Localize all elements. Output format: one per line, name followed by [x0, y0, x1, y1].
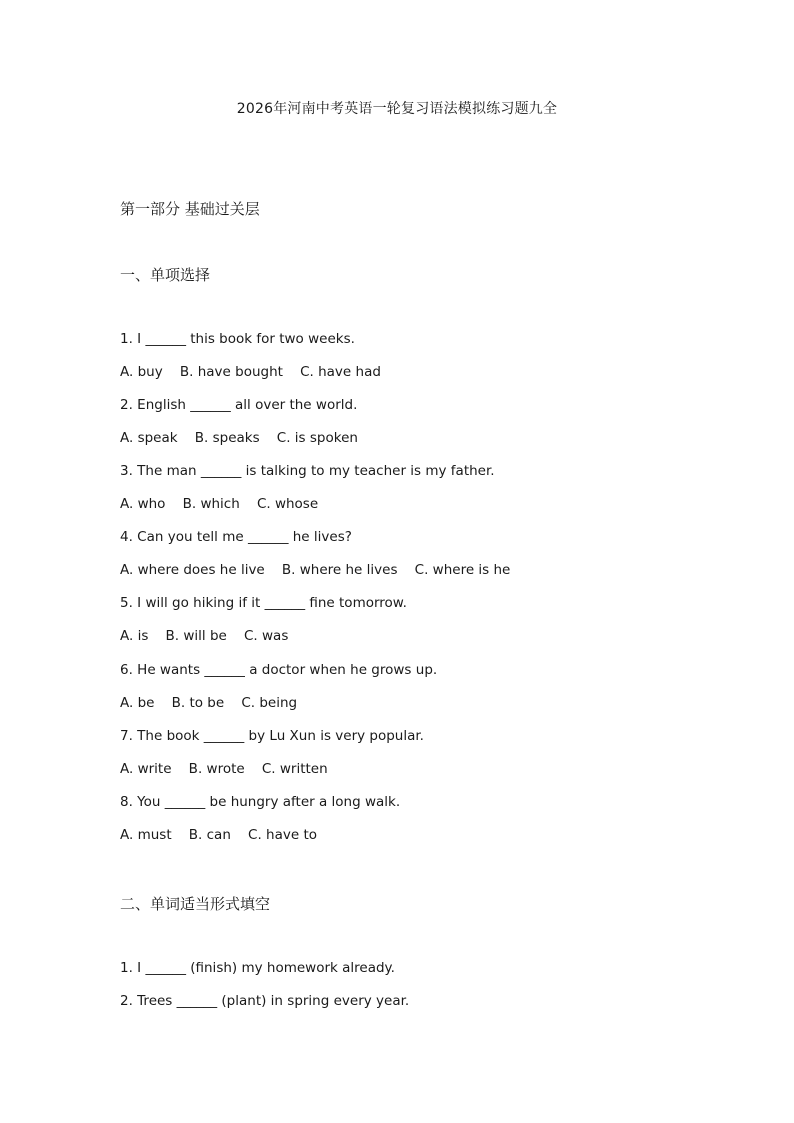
question-7: 7. The book ______ by Lu Xun is very popular.	[120, 728, 424, 744]
fill-item-1: 1. I ______ (finish) my homework already.	[120, 960, 395, 976]
question-8: 8. You ______ be hungry after a long walk.	[120, 794, 401, 810]
document-title: 2026年河南中考英语一轮复习语法模拟练习题九全	[236, 101, 558, 117]
options-7: A. write B. wrote C. written	[120, 761, 328, 777]
options-2: A. speak B. speaks C. is spoken	[120, 430, 358, 446]
options-6: A. be B. to be C. being	[120, 695, 298, 711]
question-2: 2. English ______ all over the world.	[120, 397, 358, 413]
options-3: A. who B. which C. whose	[120, 496, 319, 512]
part-heading: 第一部分 基础过关层	[120, 200, 260, 218]
question-5: 5. I will go hiking if it ______ fine tomorrow.	[120, 595, 407, 611]
fill-item-2: 2. Trees ______ (plant) in spring every year.	[120, 993, 410, 1009]
question-3: 3. The man ______ is talking to my teacher is my father.	[120, 463, 495, 479]
question-4: 4. Can you tell me ______ he lives?	[120, 529, 352, 545]
section1-heading: 一、单项选择	[120, 266, 211, 284]
question-6: 6. He wants ______ a doctor when he grows up.	[120, 662, 438, 678]
options-8: A. must B. can C. have to	[120, 827, 318, 843]
section2-heading: 二、单词适当形式填空	[120, 895, 271, 913]
options-4: A. where does he live B. where he lives C. where is he	[120, 562, 511, 578]
question-1: 1. I ______ this book for two weeks.	[120, 331, 355, 347]
options-5: A. is B. will be C. was	[120, 628, 289, 644]
options-1: A. buy B. have bought C. have had	[120, 364, 381, 380]
